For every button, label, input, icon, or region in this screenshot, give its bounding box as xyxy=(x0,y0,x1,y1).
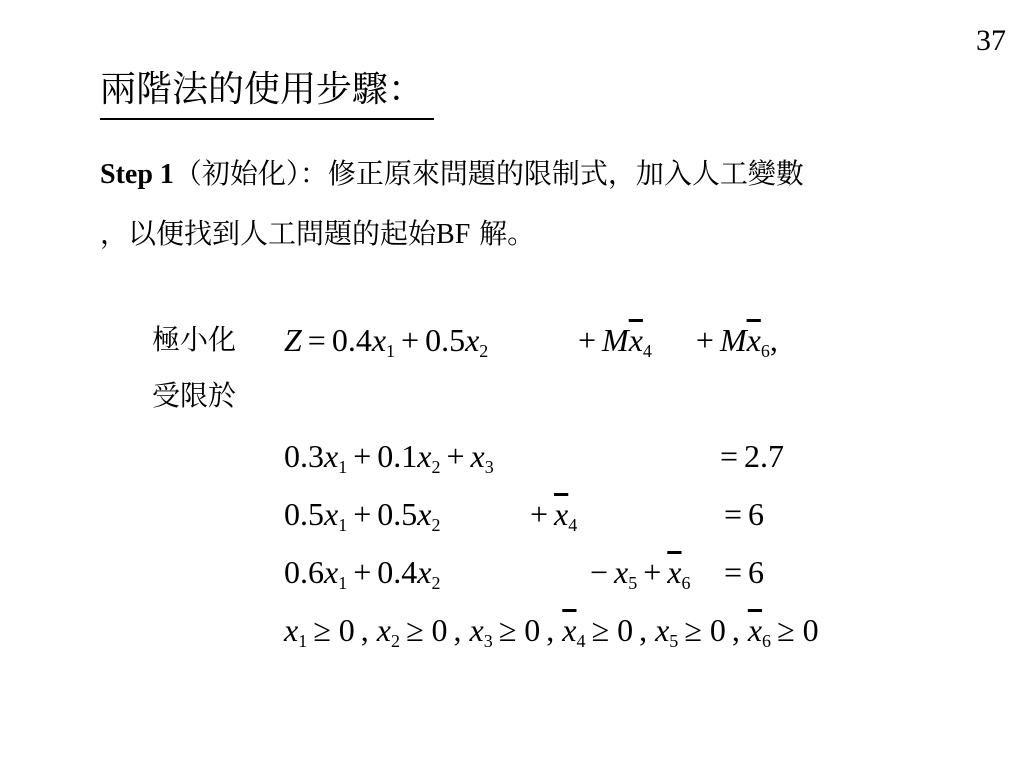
step-text-bf: BF xyxy=(436,219,471,250)
step-label: Step 1 xyxy=(100,159,174,190)
constraint-1-rhs: = 2.7 xyxy=(720,438,785,474)
subject-to-label: 受限於 xyxy=(152,379,237,412)
minimize-label: 極小化 xyxy=(152,323,237,356)
objective-artificial-terms: + $M\overline{x}_4 + M\overline{x}_6$, xyxy=(578,322,778,361)
step-line-2 xyxy=(100,212,535,257)
constraint-2-rhs: = 6 xyxy=(724,496,765,532)
step-line-1 xyxy=(100,152,804,197)
objective-function: $Z = 0.4x_1 + 0.5x_2$ xyxy=(284,322,489,361)
nonnegativity-constraints: $x_1 \ge 0$ , $x_2 \ge 0$ , $x_3 \ge 0$ , $\overline{x}_4 \ge 0$ , $x_5 \ge 0$ , $\overline{x}_6 \ge 0$ xyxy=(284,612,819,651)
step-text-2a: ，以便找到人工問題的起始 xyxy=(100,217,437,250)
constraint-3-surplus-artificial: − $x_5 + \overline{x}_6$ xyxy=(590,554,691,593)
constraint-2-artificial: + $\overline{x}_4$ xyxy=(530,496,578,535)
step-text-2b: 解。 xyxy=(470,217,536,250)
slide-title: 兩階法的使用步驟： xyxy=(100,62,434,120)
constraint-2-lhs: $0.5x_1 + 0.5x_2$ xyxy=(284,496,441,535)
page-number: 37 xyxy=(976,24,1006,57)
constraint-1-lhs: $0.3x_1 + 0.1x_2 + x_3$ xyxy=(284,438,494,477)
constraint-3-lhs: $0.6x_1 + 0.4x_2$ xyxy=(284,554,441,593)
step-text-1: （初始化）：修正原來問題的限制式，加入人工變數 xyxy=(173,157,804,190)
constraint-3-rhs: = 6 xyxy=(724,554,765,590)
